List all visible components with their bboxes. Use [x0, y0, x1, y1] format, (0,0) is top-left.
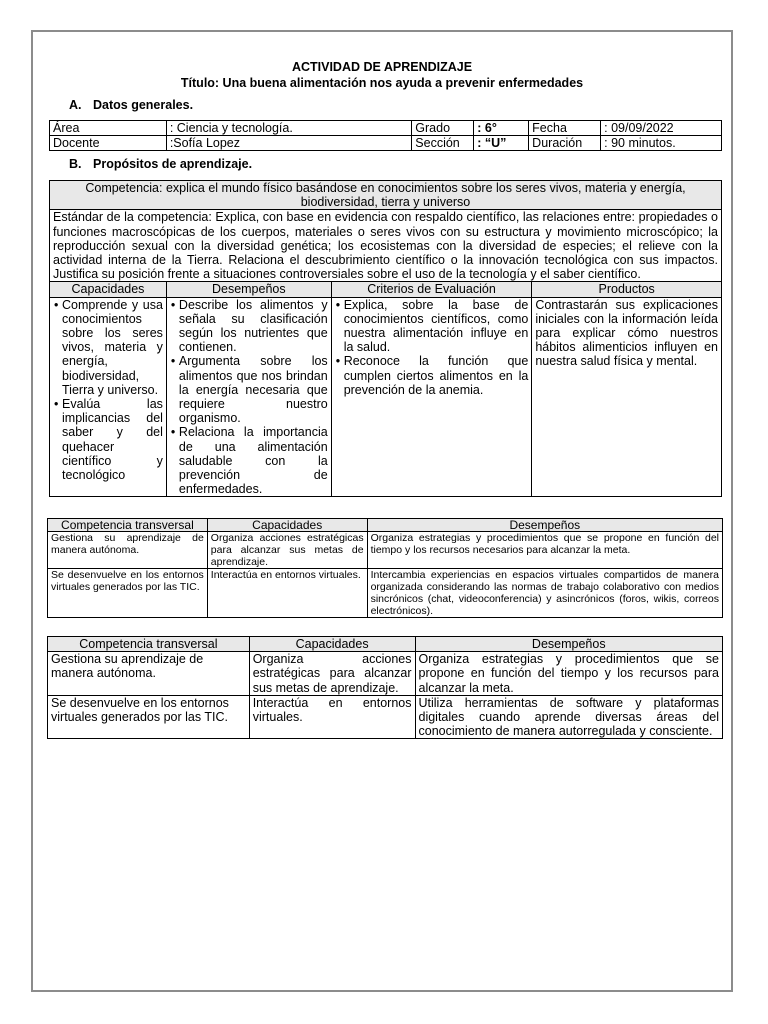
- section-a-letter: A.: [69, 98, 82, 112]
- table-row: [50, 181, 722, 210]
- seccion-label: Sección: [412, 136, 474, 151]
- table-row: [50, 297, 722, 497]
- table-row: [48, 569, 723, 618]
- fecha-label: Fecha: [529, 121, 601, 136]
- column-header: Competencia transversal: [48, 637, 250, 652]
- table-cell: Organiza estrategias y procedimientos que se propone en función del tiempo y los recursos necesarios para alcanzar la meta.: [367, 532, 722, 569]
- list-item: • Argumenta sobre los alimentos que nos brindan la energía necesaria que requiere nuestro organismo.: [179, 354, 328, 425]
- list-item: • Explica, sobre la base de conocimientos científicos, como nuestra alimentación influye en la salud.: [344, 298, 529, 355]
- competencia-cell: Competencia: explica el mundo físico basándose en conocimientos sobre los seres vivos, materia y energía, biodiversidad, tierra y universo: [50, 181, 722, 210]
- area-value: : Ciencia y tecnología.: [166, 121, 411, 136]
- table-row: [50, 210, 722, 282]
- productos-cell: Contrastarán sus explicaciones iniciales con la información leída para explicar cómo nuestros hábitos alimenticios influyen en nuestra salud física y mental.: [532, 297, 722, 497]
- section-b-heading: [69, 157, 252, 171]
- desempenos-cell: [166, 297, 331, 497]
- section-a-heading: [69, 98, 193, 112]
- table-row: [48, 532, 723, 569]
- table-cell: Organiza acciones estratégicas para alcanzar sus metas de aprendizaje.: [249, 652, 415, 696]
- column-header: Desempeños: [166, 282, 331, 297]
- table-cell: Interactúa en entornos virtuales.: [249, 695, 415, 739]
- column-header: Desempeños: [415, 637, 723, 652]
- table-row: [50, 121, 722, 136]
- table-row: [48, 695, 723, 739]
- section-a-label: Datos generales.: [93, 98, 194, 112]
- general-data-table: [49, 120, 722, 151]
- table-row: [48, 652, 723, 696]
- estandar-cell: Estándar de la competencia: Explica, con base en evidencia con respaldo científico, las relaciones entre: propiedades o funciones macroscópicas de los cuerpos, materiales o seres vivos con su estructura y movimiento microscópico; la reproducción sexual con la diversidad genética; los ecosistemas con la diversidad de especies; el relieve con la actividad interna de la Tierra. Relaciona el descubrimiento científico o la innovación tecnológica con sus impactos. Justifica su posición frente a situaciones controversiales sobre el uso de la tecnología y el saber científico.: [50, 210, 722, 282]
- table-cell: Se desenvuelve en los entornos virtuales generados por las TIC.: [48, 569, 208, 618]
- section-b-label: Propósitos de aprendizaje.: [93, 157, 253, 171]
- capacidades-cell: [50, 297, 167, 497]
- transversal-table-2: [47, 636, 723, 739]
- table-header-row: [48, 637, 723, 652]
- section-b-letter: B.: [69, 157, 82, 171]
- table-cell: Gestiona su aprendizaje de manera autónoma.: [48, 652, 250, 696]
- table-cell: Gestiona su aprendizaje de manera autónoma.: [48, 532, 208, 569]
- column-header: Capacidades: [207, 519, 367, 532]
- seccion-value: : “U”: [474, 136, 529, 151]
- table-cell: Intercambia experiencias en espacios virtuales compartidos de manera organizada considerando las normas de trabajo colaborativo con medios sincrónicos (chat, videoconferencia) y asincrónicos (foros, wikis, correos electrónicos).: [367, 569, 722, 618]
- list-item: • Evalúa las implicancias del saber y del quehacer científico y tecnológico: [62, 397, 163, 482]
- criterios-cell: [331, 297, 532, 497]
- table-cell: Utiliza herramientas de software y plataformas digitales cuando aprende diversas áreas del conocimiento de manera autorregulada y consciente.: [415, 695, 723, 739]
- table-row: [50, 136, 722, 151]
- document-page: [31, 30, 733, 992]
- docente-label: Docente: [50, 136, 167, 151]
- duracion-label: Duración: [529, 136, 601, 151]
- table-cell: Interactúa en entornos virtuales.: [207, 569, 367, 618]
- grado-value: : 6°: [474, 121, 529, 136]
- purposes-table: [49, 180, 722, 497]
- transversal-table-1: [47, 518, 723, 618]
- list-item: • Relaciona la importancia de una alimentación saludable con la prevención de enfermedades.: [179, 425, 328, 496]
- table-header-row: [50, 282, 722, 297]
- column-header: Capacidades: [50, 282, 167, 297]
- table-cell: Organiza acciones estratégicas para alcanzar sus metas de aprendizaje.: [207, 532, 367, 569]
- document-title: ACTIVIDAD DE APRENDIZAJE: [291, 60, 473, 74]
- column-header: Competencia transversal: [48, 519, 208, 532]
- area-label: Área: [50, 121, 167, 136]
- column-header: Productos: [532, 282, 722, 297]
- list-item: • Comprende y usa conocimientos sobre los seres vivos, materia y energía, biodiversidad, Tierra y universo.: [62, 298, 163, 397]
- duracion-value: : 90 minutos.: [601, 136, 722, 151]
- table-cell: Organiza estrategias y procedimientos que se propone en función del tiempo y los recursos para alcanzar la meta.: [415, 652, 723, 696]
- fecha-value: : 09/09/2022: [601, 121, 722, 136]
- column-header: Capacidades: [249, 637, 415, 652]
- list-item: • Reconoce la función que cumplen ciertos alimentos en la prevención de la anemia.: [344, 354, 529, 397]
- grado-label: Grado: [412, 121, 474, 136]
- column-header: Criterios de Evaluación: [331, 282, 532, 297]
- table-header-row: [48, 519, 723, 532]
- list-item: • Describe los alimentos y señala su clasificación según los nutrientes que contienen.: [179, 298, 328, 355]
- column-header: Desempeños: [367, 519, 722, 532]
- table-cell: Se desenvuelve en los entornos virtuales generados por las TIC.: [48, 695, 250, 739]
- document-subtitle: Título: Una buena alimentación nos ayuda a prevenir enfermedades: [180, 76, 584, 90]
- docente-value: :Sofía Lopez: [166, 136, 411, 151]
